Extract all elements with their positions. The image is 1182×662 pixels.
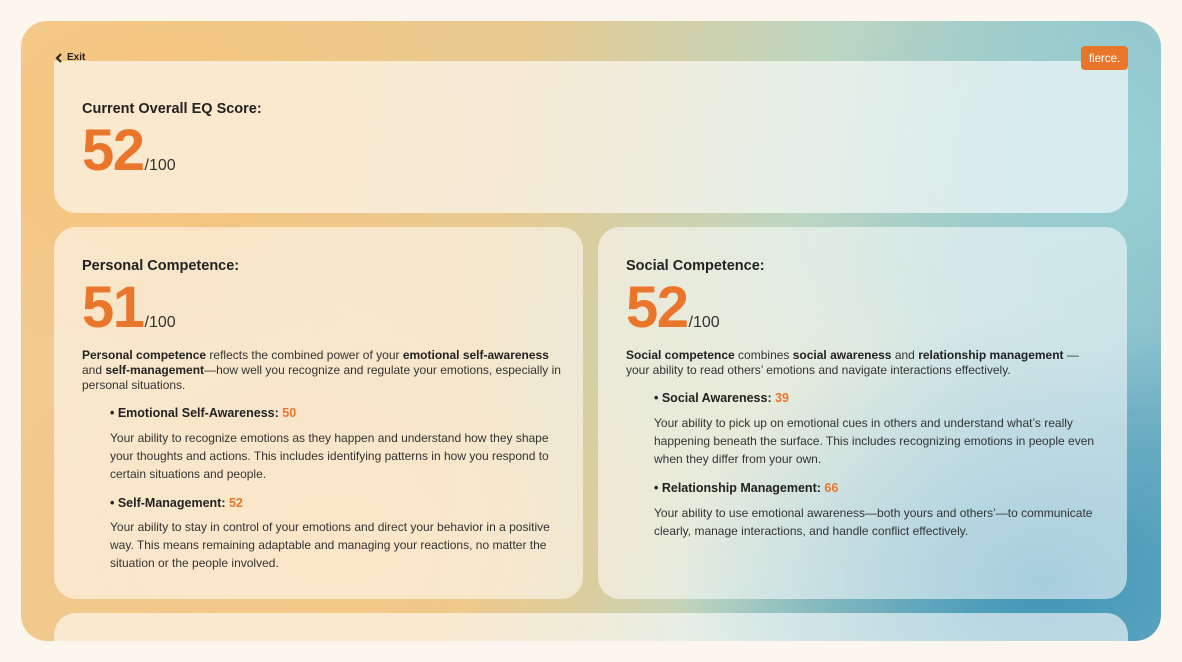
personal-competence-card — [54, 227, 583, 599]
overall-score-label: Current Overall EQ Score: — [82, 101, 262, 117]
social-competence-label: Social Competence: — [626, 258, 765, 274]
relationship-management-text: Your ability to use emotional awareness—both yours and others’—to communicate clearly, manage interactions, and handle conflict effectively. — [654, 506, 1093, 538]
chevron-left-icon — [55, 53, 63, 63]
social-awareness-score: 39 — [775, 391, 790, 405]
overall-score-card — [54, 61, 1128, 213]
social-competence-description: Social competence combines social awareness and relationship management — your ability to read others’ emotions and navigate interactions effectively. — [626, 348, 1079, 377]
self-awareness-text: Your ability to recognize emotions as they happen and understand how they shape your thoughts and actions. This includes identifying patterns in how you respond to certain situations and people. — [110, 431, 549, 481]
social-competence-card — [598, 227, 1127, 599]
exit-label: Exit — [67, 52, 86, 63]
fierce-logo: fierce. — [1081, 46, 1128, 70]
personal-competence-score — [82, 275, 176, 340]
overall-score-value: 52 — [82, 118, 144, 183]
overall-score — [82, 118, 176, 183]
self-awareness-heading: • Emotional Self-Awareness: 50 — [110, 406, 297, 420]
personal-competence-label: Personal Competence: — [82, 258, 240, 274]
overall-score-max: /100 — [144, 157, 176, 174]
social-awareness-heading: • Social Awareness: 39 — [654, 391, 790, 405]
personal-score-max: /100 — [144, 314, 176, 331]
self-awareness-score: 50 — [282, 406, 297, 420]
social-score-max: /100 — [688, 314, 720, 331]
exit-button[interactable] — [55, 52, 85, 63]
personal-competence-description: Personal competence reflects the combined power of your emotional self-awareness and self-management—how well you recognize and regulate your emotions, especially in personal situations. — [82, 348, 561, 392]
self-management-text: Your ability to stay in control of your emotions and direct your behavior in a positive way. This means remaining adaptable and managing your reactions, no matter the situation or the people involved. — [110, 520, 550, 570]
relationship-management-heading: • Relationship Management: 66 — [654, 481, 839, 495]
top-bar — [21, 21, 1161, 83]
self-management-heading: • Self-Management: 52 — [110, 496, 243, 510]
social-competence-score — [626, 275, 720, 340]
personal-score-value: 51 — [82, 275, 144, 340]
social-score-value: 52 — [626, 275, 688, 340]
next-card — [54, 613, 1128, 641]
self-management-score: 52 — [228, 496, 243, 510]
app-frame — [21, 21, 1161, 641]
social-awareness-text: Your ability to pick up on emotional cues in others and understand what’s really happening beneath the surface. This includes recognizing emotions in people even when they differ from your own. — [654, 416, 1095, 466]
relationship-management-score: 66 — [824, 481, 839, 495]
